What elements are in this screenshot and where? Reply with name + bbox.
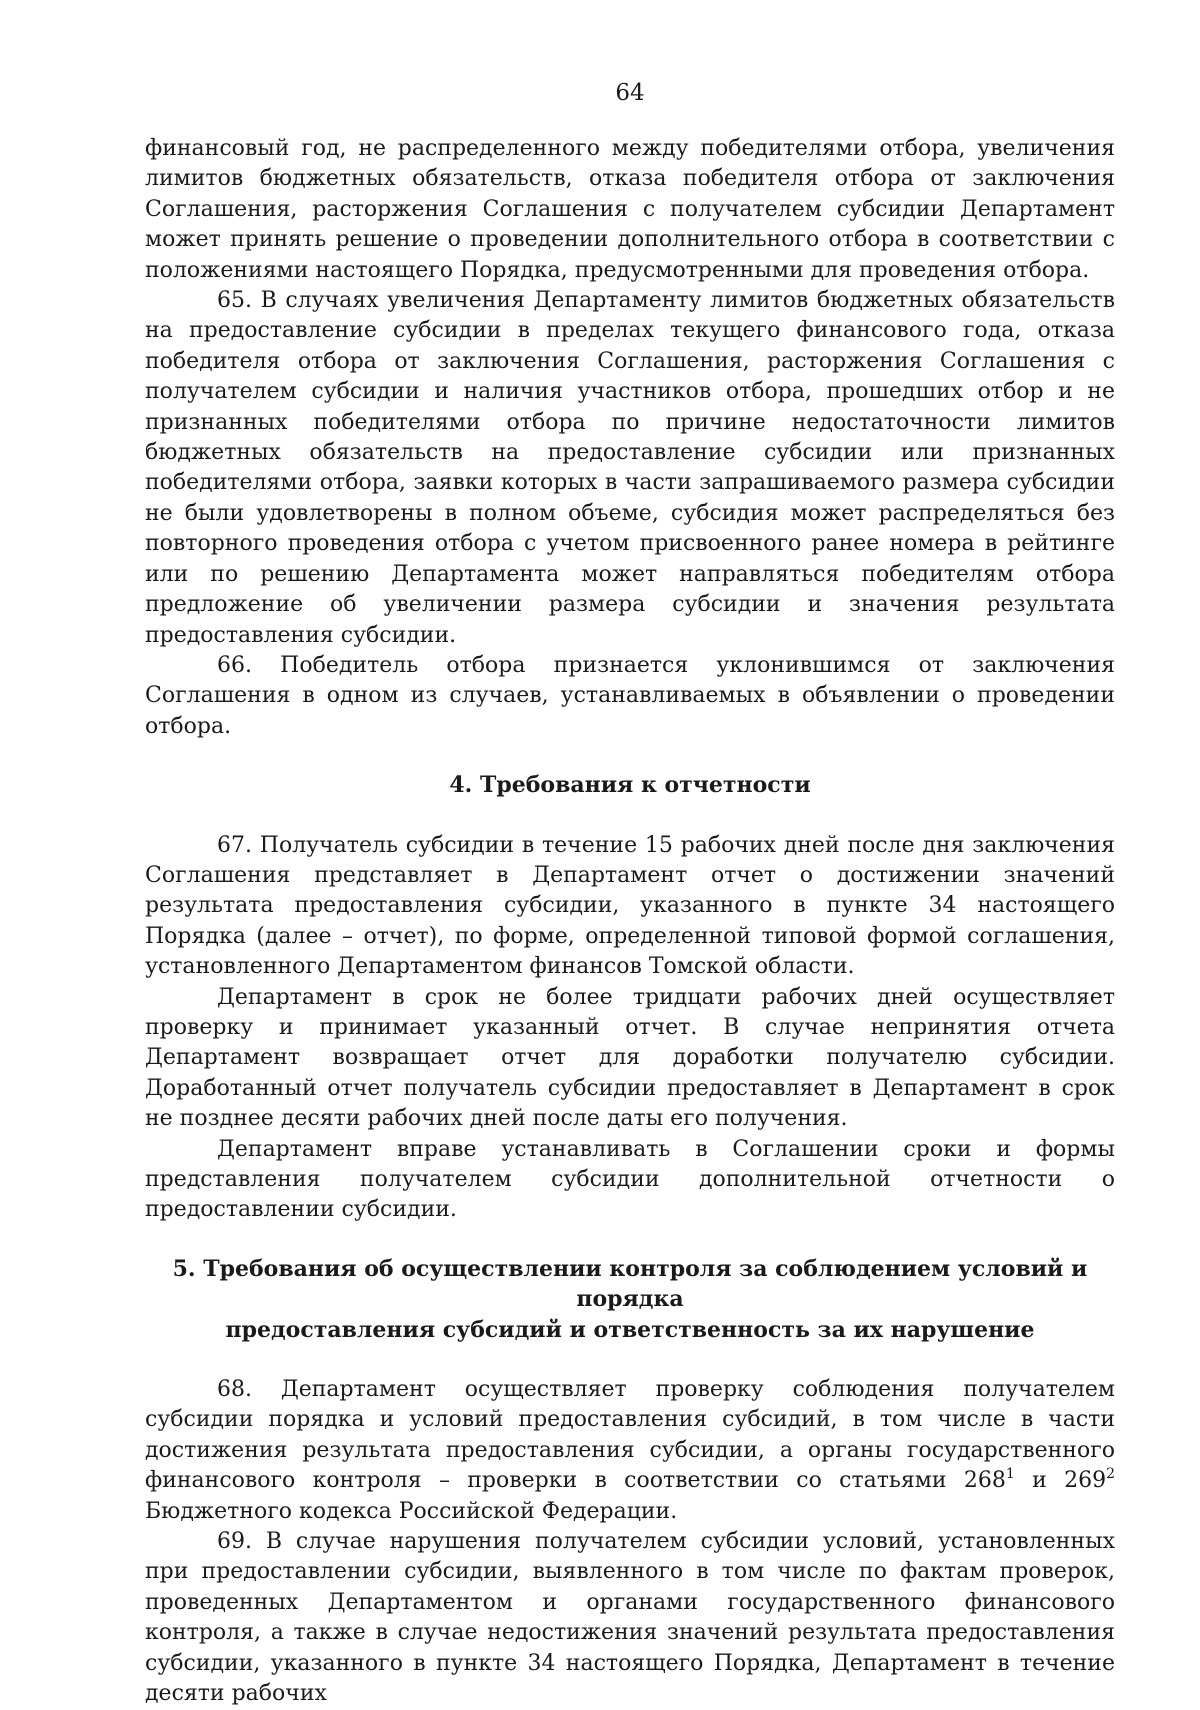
paragraph-68	[145, 1375, 1115, 1527]
paragraph-66: 66. Победитель отбора признается уклонившимся от заключения Соглашения в одном из случаев, устанавливаемых в объявлении о проведении отбора.	[145, 652, 1115, 739]
section-heading-4: 4. Требования к отчетности	[449, 772, 811, 799]
document-body	[145, 134, 1115, 1710]
paragraph-68-text-3: Бюджетного кодекса Российской Федерации.	[145, 1498, 678, 1524]
paragraph-67-additional-reporting: Департамент вправе устанавливать в Соглашении сроки и формы представления получателем субсидии дополнительной отчетности о предоставлении субсидии.	[145, 1136, 1115, 1223]
paragraph-67-report-check: Департамент в срок не более тридцати рабочих дней осуществляет проверку и принимает указанный отчет. В случае непринятия отчета Департамент возвращает отчет для доработки получателю субсидии. Доработанный отчет получатель субсидии предоставляет в Департамент в срок не позднее десяти рабочих дней после даты его получения.	[145, 984, 1115, 1132]
section-heading-5-line2: предоставления субсидий и ответственность за их нарушение	[225, 1316, 1035, 1343]
page-number: 64	[615, 80, 645, 106]
superscript-2: 2	[1106, 1466, 1116, 1483]
paragraph-68-text-1: 68. Департамент осуществляет проверку соблюдения получателем субсидии порядка и условий предоставления субсидий, в том числе в части достижения результата предоставления субсидии, а органы государственного финансового контроля – проверки в соответствии со статьями 268	[145, 1377, 1115, 1494]
paragraph-67: 67. Получатель субсидии в течение 15 рабочих дней после дня заключения Соглашения представляет в Департамент отчет о достижении значений результата предоставления субсидии, указанного в пункте 34 настоящего Порядка (далее – отчет), по форме, определенной типовой формой соглашения, установленного Департаментом финансов Томской области.	[145, 832, 1115, 980]
section-heading-5	[145, 1254, 1115, 1345]
paragraph-69: 69. В случае нарушения получателем субсидии условий, установленных при предоставлении субсидии, выявленного в том числе по фактам проверок, проведенных Департаментом и органами государственного финансового контроля, а также в случае недостижения значений результата предоставления субсидии, указанного в пункте 34 настоящего Порядка, Департамент в течение десяти рабочих	[145, 1529, 1115, 1707]
section-heading-5-line1: 5. Требования об осуществлении контроля за соблюдением условий и порядка	[172, 1255, 1088, 1313]
paragraph-68-text-2: и 269	[1014, 1468, 1107, 1494]
paragraph-65: 65. В случаях увеличения Департаменту лимитов бюджетных обязательств на предоставление субсидии в пределах текущего финансового года, отказа победителя отбора от заключения Соглашения, расторжения Соглашения с получателем субсидии и наличия участников отбора, прошедших отбор и не признанных победителями отбора по причине недостаточности лимитов бюджетных обязательств на предоставление субсидии или признанных победителями отбора, заявки которых в части запрашиваемого размера субсидии не были удовлетворены в полном объеме, субсидия может распределяться без повторного проведения отбора с учетом присвоенного ранее номера в рейтинге или по решению Департамента может направляться победителям отбора предложение об увеличении размера субсидии и значения результата предоставления субсидии.	[145, 288, 1115, 648]
superscript-1: 1	[1005, 1466, 1015, 1483]
paragraph-64-continuation: финансовый год, не распределенного между победителями отбора, увеличения лимитов бюджетных обязательств, отказа победителя отбора от заключения Соглашения, расторжения Соглашения с получателем субсидии Департамент может принять решение о проведении дополнительного отбора в соответствии с положениями настоящего Порядка, предусмотренными для проведения отбора.	[145, 136, 1115, 283]
